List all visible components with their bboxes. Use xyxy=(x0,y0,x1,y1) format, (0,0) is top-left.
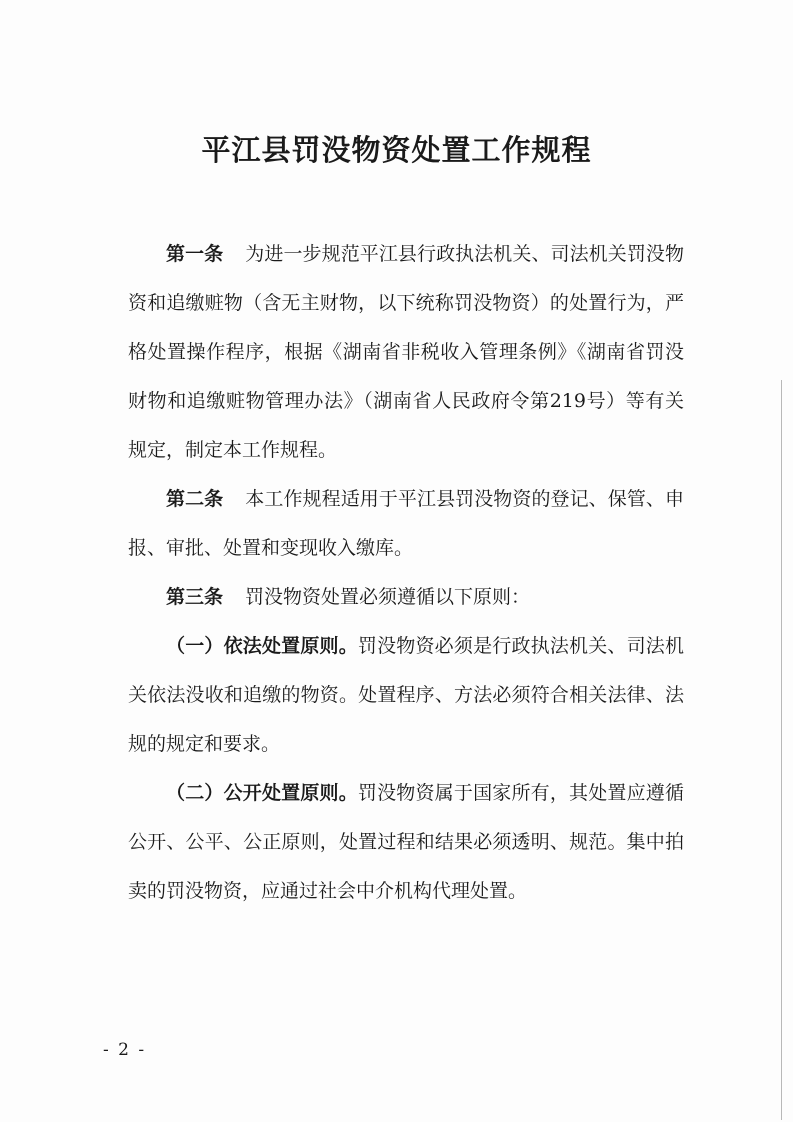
scan-edge-line xyxy=(781,380,782,1120)
principle-1-text: 罚没物资必须是行政执法机关、司法机关依法没收和追缴的物资。处置程序、方法必须符合相关法律、法规的规定和要求。 xyxy=(128,635,684,755)
article-1-label: 第一条 xyxy=(166,243,224,265)
principle-2 xyxy=(128,769,684,916)
article-2 xyxy=(128,475,684,573)
article-3 xyxy=(128,573,684,622)
page-number: - 2 - xyxy=(103,1040,147,1060)
article-1-text: 为进一步规范平江县行政执法机关、司法机关罚没物资和追缴赃物（含无主财物，以下统称罚没物资）的处置行为，严格处置操作程序，根据《湖南省非税收入管理条例》《湖南省罚没财物和追缴赃物管理办法》（湖南省人民政府令第219号）等有关规定，制定本工作规程。 xyxy=(128,243,684,461)
document-body xyxy=(128,230,684,916)
principle-1 xyxy=(128,622,684,769)
principle-2-text: 罚没物资属于国家所有，其处置应遵循公开、公平、公正原则，处置过程和结果必须透明、规范。集中拍卖的罚没物资，应通过社会中介机构代理处置。 xyxy=(128,782,684,902)
principle-2-label: （二）公开处置原则。 xyxy=(166,782,358,804)
article-3-label: 第三条 xyxy=(166,586,224,608)
article-3-text: 罚没物资处置必须遵循以下原则： xyxy=(245,586,531,608)
principle-1-label: （一）依法处置原则。 xyxy=(166,635,358,657)
article-2-label: 第二条 xyxy=(166,488,224,510)
article-1 xyxy=(128,230,684,475)
document-title: 平江县罚没物资处置工作规程 xyxy=(201,133,592,167)
article-2-text: 本工作规程适用于平江县罚没物资的登记、保管、申报、审批、处置和变现收入缴库。 xyxy=(128,488,684,559)
